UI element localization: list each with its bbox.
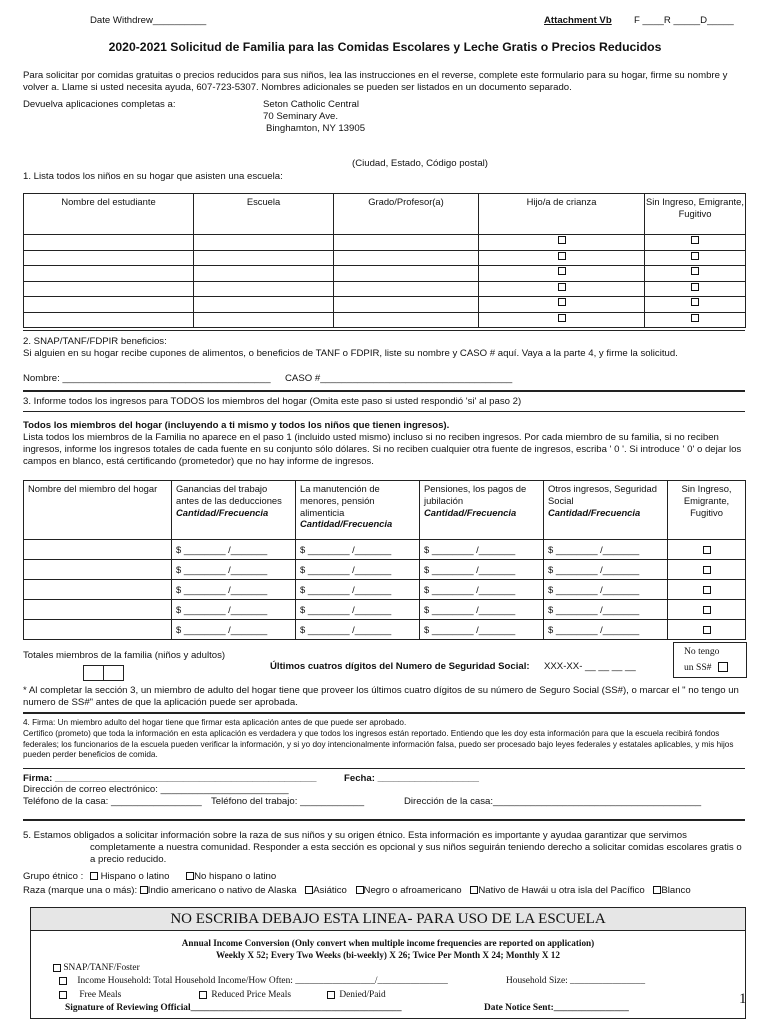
child-support-cell[interactable]: $ ________ /_______: [296, 620, 420, 640]
race-black-checkbox[interactable]: [356, 886, 364, 894]
member-name-cell[interactable]: [24, 580, 172, 600]
foster-checkbox[interactable]: [558, 283, 566, 291]
ethnic-row: [23, 871, 276, 883]
income-table: [23, 480, 746, 640]
reduced-checkbox[interactable]: [199, 991, 207, 999]
totals-box-1[interactable]: [83, 665, 104, 681]
no-ssn-box: [673, 642, 747, 678]
no-income-checkbox[interactable]: [703, 546, 711, 554]
page-title: 2020-2021 Solicitud de Familia para las Comidas Escolares y Leche Gratis o Precios Reducidos: [108, 40, 662, 54]
reduced-row: [199, 990, 291, 1002]
table-row: [24, 250, 746, 266]
student-name-cell[interactable]: [24, 235, 194, 251]
free-label: Free Meals: [79, 990, 122, 1000]
table-row: [24, 540, 746, 560]
return-label: Devuelva aplicaciones completas a:: [23, 99, 176, 110]
col-school: Escuela: [194, 194, 334, 235]
date-withdrew: Date Withdrew__________: [90, 15, 207, 26]
col-other-income-sub: Cantidad/Frecuencia: [548, 506, 641, 518]
table-row: [24, 235, 746, 251]
table-row: [24, 281, 746, 297]
hispanic-checkbox[interactable]: [90, 872, 98, 880]
divider: [23, 330, 745, 331]
denied-label: Denied/Paid: [339, 990, 386, 1000]
divider: [23, 390, 745, 392]
denied-checkbox[interactable]: [327, 991, 335, 999]
email-field[interactable]: Dirección de correo electrónico: ________________________: [23, 784, 289, 795]
pensions-cell[interactable]: $ ________ /_______: [420, 540, 544, 560]
school-cell[interactable]: [194, 235, 334, 251]
col-grade: Grado/Profesor(a): [334, 194, 479, 235]
non-hispanic-checkbox[interactable]: [186, 872, 194, 880]
home-phone-field[interactable]: Teléfono de la casa: _________________: [23, 796, 202, 807]
table-row: [24, 266, 746, 282]
earnings-cell[interactable]: $ ________ /_______: [172, 620, 296, 640]
foster-checkbox[interactable]: [558, 236, 566, 244]
ssn-field[interactable]: XXX-XX- __ __ __ __: [544, 661, 636, 672]
non-hispanic-label: No hispano o latino: [194, 871, 277, 882]
child-support-cell[interactable]: $ ________ /_______: [296, 580, 420, 600]
work-phone-field[interactable]: Teléfono del trabajo: ____________: [211, 796, 365, 807]
section3-text: Lista todos los miembros de la Familia no aparece en el paso 1 (incluido usted mismo) incluso si no reciben ingresos. Por cada miembro de su familia, si no reciben ingresos, informe los ingresos totales de cada fuente en su conjunto sólo dólares. Si no reciben cualquier otra fuente de ingresos, escriba ' 0 '. Si introduce ' 0' o dejar los campos en blanco, está certificando (prometedor) que no hay informe de ingresos.: [23, 432, 742, 467]
grade-cell[interactable]: [334, 281, 479, 297]
section3-note: * Al completar la sección 3, un miembro de adulto del hogar tiene que proveer los últimos cuatro dígitos de su número de Seguro Social (SS#), o marcar el " no tengo un numero de SS#" antes de que la aplicación puede ser aprobada.: [23, 685, 739, 708]
section1-label: 1. Lista todos los niños en su hogar que asisten una escuela:: [23, 171, 283, 182]
table-row: [24, 297, 746, 313]
race-label: Raza (marque una o más):: [23, 885, 138, 896]
section4-text: Certifico (prometo) que toda la información en esta aplicación es verdadera y que todos los ingresos están reportado. Entiendo que les doy esta información para que la escuela recibirá fondos federales; los funcionarios de la escuela pueden verificar la información, y si yo doy intencionalmente información falsa, puedo ser procesado bajo leyes federales y estatales aplicables, y mis hijos pueden perder beneficios de comida.: [23, 729, 734, 760]
table-row: [24, 312, 746, 328]
section4-label: 4. Firma: Un miembro adulto del hogar tiene que firmar esta aplicación antes de que puede ser aprobado.: [23, 718, 407, 727]
other-income-cell[interactable]: $ ________ /_______: [544, 600, 668, 620]
other-income-cell[interactable]: $ ________ /_______: [544, 560, 668, 580]
free-checkbox[interactable]: [59, 991, 67, 999]
col-member-name: Nombre del miembro del hogar: [28, 483, 158, 494]
address-line-2: 70 Seminary Ave.: [263, 111, 339, 122]
race-native-label: Indio americano o nativo de Alaska: [147, 885, 297, 896]
table-row: [24, 580, 746, 600]
child-support-cell[interactable]: $ ________ /_______: [296, 600, 420, 620]
earnings-cell[interactable]: $ ________ /_______: [172, 580, 296, 600]
earnings-cell[interactable]: $ ________ /_______: [172, 540, 296, 560]
pensions-cell[interactable]: $ ________ /_______: [420, 580, 544, 600]
address-line-1: Seton Catholic Central: [263, 99, 359, 110]
hispanic-label: Hispano o latino: [100, 871, 170, 882]
col-pensions-sub: Cantidad/Frecuencia: [424, 506, 517, 518]
office-use-box: [30, 907, 746, 1019]
grade-cell[interactable]: [334, 235, 479, 251]
no-income-checkbox[interactable]: [691, 314, 699, 322]
col-student-name: Nombre del estudiante: [24, 194, 194, 235]
pensions-cell[interactable]: $ ________ /_______: [420, 600, 544, 620]
other-income-cell[interactable]: $ ________ /_______: [544, 580, 668, 600]
no-ssn-checkbox[interactable]: [718, 662, 728, 672]
school-cell[interactable]: [194, 250, 334, 266]
address-line-3: Binghamton, NY 13905: [266, 123, 366, 134]
col-earnings-sub: Cantidad/Frecuencia: [176, 506, 269, 518]
race-row: [23, 885, 691, 897]
school-cell[interactable]: [194, 297, 334, 313]
reduced-label: Reduced Price Meals: [211, 990, 292, 1000]
free-row: [59, 990, 121, 1002]
student-name-cell[interactable]: [24, 281, 194, 297]
snap-checkbox[interactable]: [53, 964, 61, 972]
col-no-income: Sin Ingreso, Emigrante, Fugitivo: [681, 483, 732, 518]
grade-cell[interactable]: [334, 250, 479, 266]
member-name-cell[interactable]: [24, 560, 172, 580]
frd-fields: F ____R _____D_____: [634, 15, 734, 26]
race-native-checkbox[interactable]: [140, 886, 148, 894]
grade-cell[interactable]: [334, 297, 479, 313]
child-support-cell[interactable]: $ ________ /_______: [296, 540, 420, 560]
earnings-cell[interactable]: $ ________ /_______: [172, 560, 296, 580]
divider: [23, 768, 745, 769]
student-name-cell[interactable]: [24, 250, 194, 266]
earnings-cell[interactable]: $ ________ /_______: [172, 600, 296, 620]
child-support-cell[interactable]: $ ________ /_______: [296, 560, 420, 580]
ethnic-label: Grupo étnico :: [23, 871, 84, 882]
col-earnings: Ganancias del trabajo antes de las deducciones: [176, 483, 282, 506]
no-income-checkbox[interactable]: [691, 252, 699, 260]
income-checkbox[interactable]: [59, 977, 67, 985]
col-foster: Hijo/a de crianza: [479, 194, 645, 235]
divider: [23, 819, 745, 821]
grade-cell[interactable]: [334, 266, 479, 282]
foster-checkbox[interactable]: [558, 314, 566, 322]
grade-cell[interactable]: [334, 312, 479, 328]
totals-box-2[interactable]: [103, 665, 124, 681]
snap-case-field[interactable]: CASO #____________________________________: [285, 373, 513, 384]
office-title: NO ESCRIBA DEBAJO ESTA LINEA- PARA USO DE LA ESCUELA: [31, 908, 745, 931]
no-income-checkbox[interactable]: [691, 236, 699, 244]
student-name-cell[interactable]: [24, 266, 194, 282]
totals-label: Totales miembros de la familia (niños y adultos): [23, 650, 226, 661]
section5-paragraph: 5. Estamos obligados a solicitar información sobre la raza de sus niños y su origen étnico. Esta información es importante y ayudaa garantizar que servimos completamente a nuestra comunidad. Responder a esta sección es opcional y sus niños seguirán teniendo derecho a solicitar comidas escolares gratis o a precio reducido.: [23, 830, 742, 865]
date-field[interactable]: Fecha: ___________________: [344, 773, 479, 784]
no-ssn-text-1: No tengo: [684, 646, 720, 657]
divider: [23, 411, 745, 412]
section5-text: [23, 830, 745, 866]
page-number: 1: [739, 991, 747, 1007]
table-row: [24, 560, 746, 580]
foster-checkbox[interactable]: [558, 252, 566, 260]
col-child-support: La manutención de menores, pensión alimenticia: [300, 483, 380, 518]
no-income-checkbox[interactable]: [691, 283, 699, 291]
member-name-cell[interactable]: [24, 540, 172, 560]
household-size[interactable]: Household Size: ________________: [506, 976, 646, 986]
section3-label: 3. Informe todos los ingresos para TODOS los miembros del hogar (Omita este paso si usted respondió 'si' al paso 2): [23, 396, 522, 407]
race-black-label: Negro o afroamericano: [363, 885, 462, 896]
no-income-checkbox[interactable]: [703, 626, 711, 634]
student-name-cell[interactable]: [24, 297, 194, 313]
no-income-checkbox[interactable]: [691, 298, 699, 306]
school-cell[interactable]: [194, 281, 334, 297]
intro-text: Para solicitar por comidas gratuitas o precios reducidos para sus niños, lea las instrucciones en el reverse, complete este formulario para su hogar, firme su nombre y volver a. Llame si usted necesita ayuda, 607-723-5307. Nombres adicionales se pueden ser listados en un documento separado.: [23, 70, 728, 93]
snap-label: SNAP/TANF/Foster: [63, 963, 140, 973]
denied-row: [327, 990, 386, 1002]
income-row: [59, 976, 448, 988]
income-label: Income Household: Total Household Income/How Often: _________________/_______________: [77, 976, 448, 986]
no-income-checkbox[interactable]: [703, 606, 711, 614]
other-income-cell[interactable]: $ ________ /_______: [544, 540, 668, 560]
race-white-label: Blanco: [661, 885, 691, 896]
col-other-income: Otros ingresos, Seguridad Social: [548, 483, 657, 506]
member-name-cell[interactable]: [24, 620, 172, 640]
home-address-field[interactable]: Dirección de la casa:_______________________________________: [404, 796, 702, 807]
divider: [23, 712, 745, 714]
col-pensions: Pensiones, los pagos de jubilación: [424, 483, 527, 506]
signature-field[interactable]: Firma: _________________________________________________: [23, 773, 317, 784]
no-ssn-text-2: un SS#: [684, 662, 712, 673]
other-income-cell[interactable]: $ ________ /_______: [544, 620, 668, 640]
city-label: (Ciudad, Estado, Código postal): [352, 158, 488, 169]
section2-label: 2. SNAP/TANF/FDPIR beneficios:: [23, 336, 167, 347]
member-name-cell[interactable]: [24, 600, 172, 620]
no-income-checkbox[interactable]: [703, 566, 711, 574]
snap-name-field[interactable]: Nombre: _______________________________________: [23, 373, 271, 384]
children-table: [23, 193, 746, 328]
section2-text: Si alguien en su hogar recibe cupones de alimentos, o beneficios de TANF o FDPIR, liste su nombre y CASO # aquí. Vaya a la parte 4, y firme la solicitud.: [23, 348, 678, 359]
income-conversion-1: Annual Income Conversion (Only convert when multiple income frequencies are reported on application): [181, 938, 595, 948]
col-no-income: Sin Ingreso, Emigrante, Fugitivo: [645, 194, 746, 235]
no-income-checkbox[interactable]: [703, 586, 711, 594]
section3-heading: Todos los miembros del hogar (incluyendo a ti mismo y todos los niños que tienen ingresos).: [23, 420, 450, 431]
col-child-support-sub: Cantidad/Frecuencia: [300, 518, 393, 530]
attachment-label: Attachment Vb: [544, 15, 612, 26]
school-cell[interactable]: [194, 312, 334, 328]
pensions-cell[interactable]: $ ________ /_______: [420, 560, 544, 580]
race-asian-label: Asiático: [313, 885, 347, 896]
no-income-checkbox[interactable]: [691, 267, 699, 275]
table-row: [24, 620, 746, 640]
foster-checkbox[interactable]: [558, 267, 566, 275]
snap-row: [53, 963, 140, 975]
pensions-cell[interactable]: $ ________ /_______: [420, 620, 544, 640]
student-name-cell[interactable]: [24, 312, 194, 328]
school-cell[interactable]: [194, 266, 334, 282]
table-row: [24, 600, 746, 620]
income-conversion-2: Weekly X 52; Every Two Weeks (bi-weekly) X 26; Twice Per Month X 24; Monthly X 12: [216, 950, 560, 960]
reviewing-signature[interactable]: Signature of Reviewing Official_____________________________________________: [65, 1003, 402, 1013]
date-notice-sent[interactable]: Date Notice Sent:________________: [484, 1003, 629, 1013]
race-hawaiian-label: Nativo de Hawái u otra isla del Pacífico: [478, 885, 645, 896]
ssn-label: Últimos cuatros dígitos del Numero de Seguridad Social:: [270, 661, 530, 672]
foster-checkbox[interactable]: [558, 298, 566, 306]
